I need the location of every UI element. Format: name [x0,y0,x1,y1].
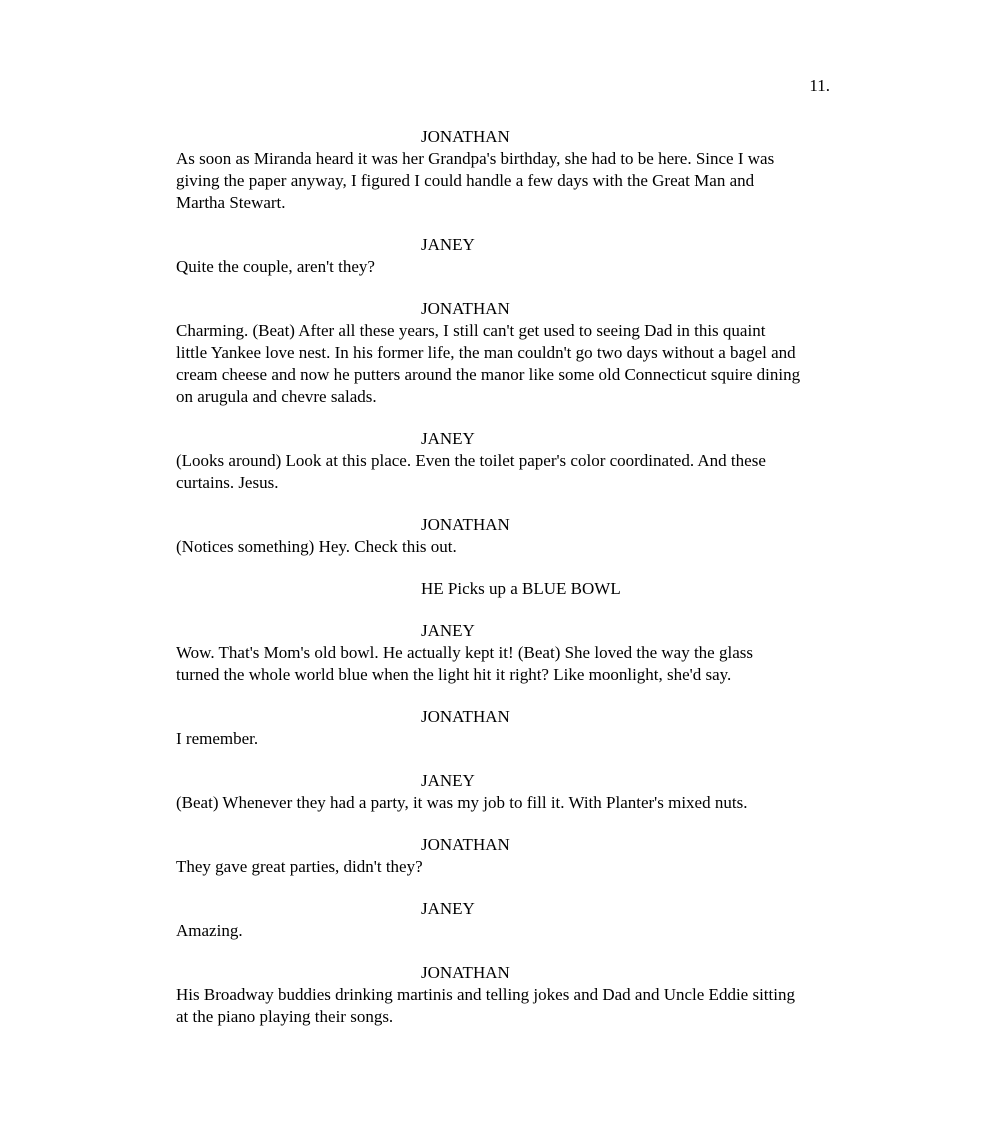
dialogue-line: (Notices something) Hey. Check this out. [176,537,457,556]
character-name: JONATHAN [421,299,510,318]
dialogue-line: They gave great parties, didn't they? [176,857,423,876]
dialogue-line: curtains. Jesus. [176,473,279,492]
character-name: JONATHAN [421,707,510,726]
character-name: JANEY [421,771,475,790]
dialogue-line: I remember. [176,729,259,748]
dialogue-line: at the piano playing their songs. [176,1007,394,1026]
dialogue-block [176,962,836,1028]
dialogue-line: turned the whole world blue when the light hit it right? Like moonlight, she'd say. [176,665,732,684]
dialogue-block [176,770,836,814]
character-name: JANEY [421,429,475,448]
dialogue-block [176,234,836,278]
character-name: JANEY [421,235,475,254]
dialogue-line: Amazing. [176,921,243,940]
dialogue-line: Charming. (Beat) After all these years, I still can't get used to seeing Dad in this quaint [176,321,766,340]
dialogue-line: Quite the couple, aren't they? [176,257,375,276]
page-number: 11. [809,76,830,95]
dialogue-block [176,428,836,494]
character-name: JONATHAN [421,127,510,146]
dialogue-block [176,898,836,942]
dialogue-line: His Broadway buddies drinking martinis and telling jokes and Dad and Uncle Eddie sitting [176,985,795,1004]
dialogue-line: Martha Stewart. [176,193,286,212]
character-name: JONATHAN [421,835,510,854]
dialogue-line: little Yankee love nest. In his former life, the man couldn't go two days without a bagel and [176,343,796,362]
character-name: JONATHAN [421,963,510,982]
dialogue-block [176,620,836,686]
dialogue-line: cream cheese and now he putters around the manor like some old Connecticut squire dining [176,365,801,384]
dialogue-line: As soon as Miranda heard it was her Grandpa's birthday, she had to be here. Since I was [176,149,775,168]
character-name: JANEY [421,899,475,918]
dialogue-block [176,834,836,878]
dialogue-line: (Looks around) Look at this place. Even the toilet paper's color coordinated. And these [176,451,766,470]
dialogue-block [176,298,836,408]
action-line: HE Picks up a BLUE BOWL [421,579,621,598]
screenplay-body [176,126,836,1028]
character-name: JANEY [421,621,475,640]
dialogue-line: on arugula and chevre salads. [176,387,377,406]
dialogue-block [176,706,836,750]
dialogue-block [176,126,836,214]
character-name: JONATHAN [421,515,510,534]
action-block [176,578,836,600]
dialogue-line: Wow. That's Mom's old bowl. He actually kept it! (Beat) She loved the way the glass [176,643,753,662]
dialogue-block [176,514,836,558]
dialogue-line: giving the paper anyway, I figured I could handle a few days with the Great Man and [176,171,755,190]
dialogue-line: (Beat) Whenever they had a party, it was my job to fill it. With Planter's mixed nuts. [176,793,748,812]
